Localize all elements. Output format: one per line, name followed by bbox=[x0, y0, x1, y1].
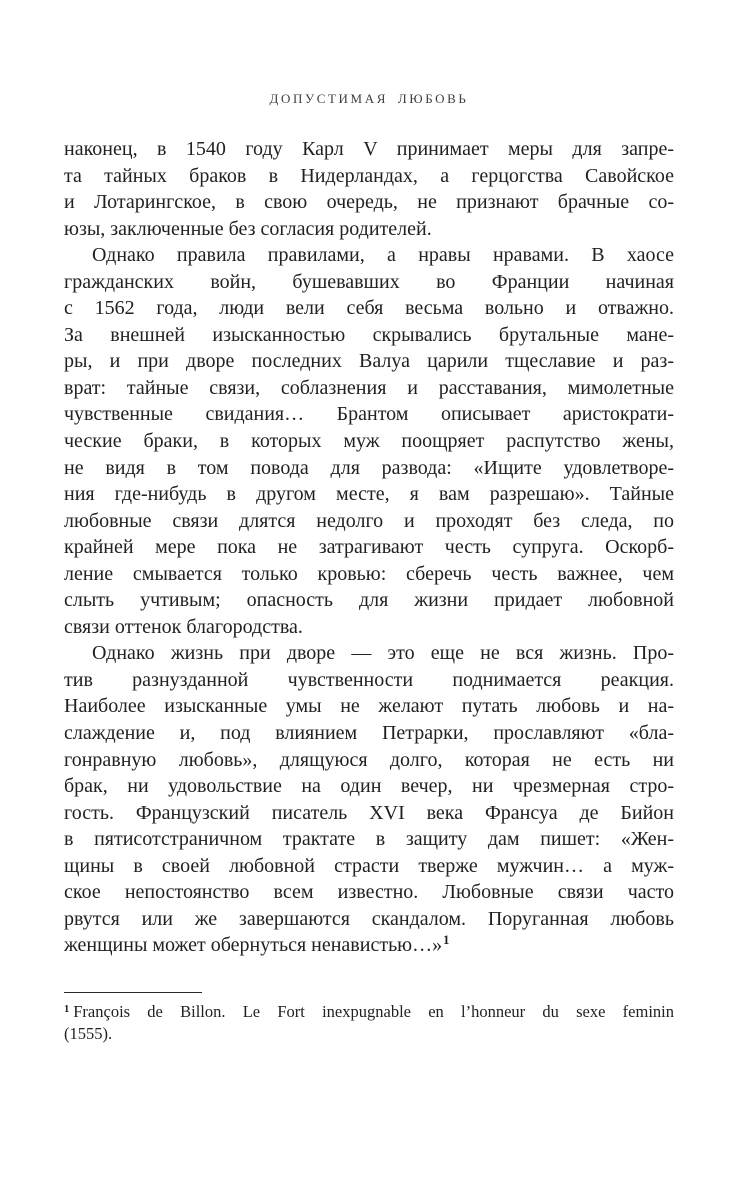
footnote-marker: 1 bbox=[64, 1004, 70, 1015]
text-line: не видя в том повода для развода: «Ищите удовлетворе- bbox=[64, 456, 674, 479]
text-line: За внешней изысканностью скрывались брутальные мане- bbox=[64, 323, 674, 346]
text-line: брак, ни удовольствие на один вечер, ни чрезмерная стро- bbox=[64, 775, 674, 798]
text-line: женщины может обернуться ненавистью…»$^1$ bbox=[64, 933, 450, 957]
paragraph bbox=[64, 136, 674, 242]
footnote-line: (1555). bbox=[64, 1023, 113, 1043]
text-line: наконец, в 1540 году Карл V принимает меры для запре- bbox=[64, 138, 674, 160]
text-line: щины в своей любовной страсти тверже мужчин… а муж- bbox=[64, 854, 674, 877]
text-line: юзы, заключенные без согласия родителей. bbox=[64, 217, 432, 240]
text-line: Однако жизнь при дворе — это еще не вся жизнь. Про- bbox=[92, 642, 674, 665]
text-line: в пятисотстраничном трактате в защиту дам пишет: «Жен- bbox=[64, 828, 674, 851]
text-line: Однако правила правилами, а нравы нравами. В хаосе bbox=[92, 244, 674, 267]
text-line: ры, и при дворе последних Валуа царили тщеславие и раз- bbox=[64, 350, 674, 373]
text-line: та тайных браков в Нидерландах, а герцогства Савойское bbox=[64, 164, 674, 187]
text-line: связи оттенок благородства. bbox=[64, 615, 303, 638]
paragraph bbox=[64, 640, 674, 959]
text-line: гонравную любовь», длящуюся долго, которая не есть ни bbox=[64, 748, 674, 771]
text-line: рвутся или же завершаются скандалом. Поруганная любовь bbox=[64, 907, 674, 930]
text-line: чувственные свидания… Брантом описывает аристократи- bbox=[64, 403, 674, 426]
text-line: ление смывается только кровью: сберечь честь важнее, чем bbox=[64, 562, 674, 585]
text-line: слыть учтивым; опасность для жизни придает любовной bbox=[64, 589, 674, 612]
paragraph bbox=[64, 242, 674, 640]
text-line: слаждение и, под влиянием Петрарки, прославляют «бла- bbox=[64, 722, 674, 745]
footnote-ref: 1 bbox=[443, 933, 450, 948]
text-line: тив разнузданной чувственности поднимается реакция. bbox=[64, 668, 674, 691]
text-line: любовные связи длятся недолго и проходят без следа, по bbox=[64, 509, 674, 532]
footnote-area bbox=[64, 992, 674, 1044]
text-line: крайней мере пока не затрагивают честь супруга. Оскорб- bbox=[64, 536, 674, 559]
text-line: гость. Французский писатель XVI века Франсуа де Бийон bbox=[64, 801, 674, 824]
text-line: врат: тайные связи, соблазнения и расставания, мимолетные bbox=[64, 376, 674, 399]
text-line: гражданских войн, бушевавших во Франции начиная bbox=[64, 270, 674, 293]
footnote-rule bbox=[64, 992, 202, 993]
text-line: и Лотарингское, в свою очередь, не признают брачные со- bbox=[64, 191, 674, 214]
page-body bbox=[64, 136, 674, 959]
text-line: с 1562 года, люди вели себя весьма вольно и отважно. bbox=[64, 297, 674, 320]
text-line: ческие браки, в которых муж поощряет распутство жены, bbox=[64, 430, 674, 453]
footnote bbox=[64, 1001, 674, 1044]
text-line: ния где-нибудь в другом месте, я вам разрешаю». Тайные bbox=[64, 483, 674, 506]
running-header: ДОПУСТИМАЯ ЛЮБОВЬ bbox=[269, 91, 469, 106]
footnote-line: $^1$ François de Billon. Le Fort inexpugnable en l’honneur du sexe feminin bbox=[64, 1002, 674, 1021]
text-line: ское непостоянство всем известно. Любовные связи часто bbox=[64, 881, 674, 904]
text-line: Наиболее изысканные умы не желают путать любовь и на- bbox=[64, 695, 674, 718]
